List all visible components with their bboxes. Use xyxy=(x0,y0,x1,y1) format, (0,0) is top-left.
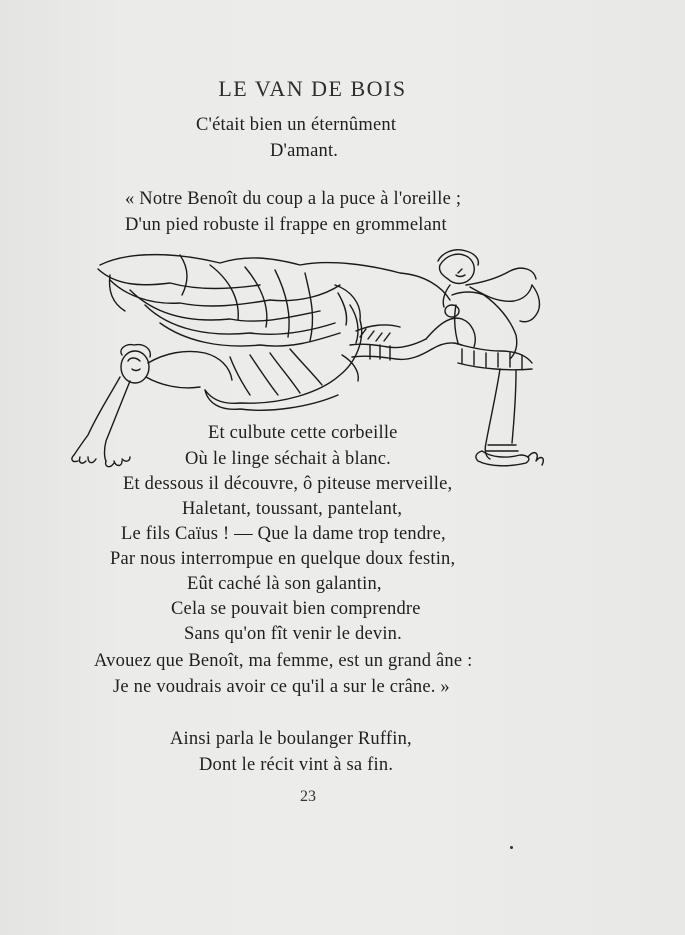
verse-line: Je ne voudrais avoir ce qu'il a sur le crâne. » xyxy=(113,677,450,697)
verse-line: Avouez que Benoît, ma femme, est un grand âne : xyxy=(94,651,473,671)
verse-line: D'un pied robuste il frappe en grommelant xyxy=(125,215,447,235)
verse-line: Et dessous il découvre, ô piteuse merveille, xyxy=(123,474,453,494)
ink-speck xyxy=(510,846,513,849)
verse-line: Et culbute cette corbeille xyxy=(208,423,398,443)
verse-line: Sans qu'on fît venir le devin. xyxy=(184,624,402,644)
verse-line: « Notre Benoît du coup a la puce à l'oreille ; xyxy=(125,189,462,209)
verse-line: Haletant, toussant, pantelant, xyxy=(182,499,403,519)
verse-line: Dont le récit vint à sa fin. xyxy=(199,755,394,775)
verse-line: Le fils Caïus ! — Que la dame trop tendre, xyxy=(121,524,446,544)
verse-line: Où le linge séchait à blanc. xyxy=(185,449,391,469)
verse-line: C'était bien un éternûment xyxy=(196,115,397,135)
page-number: 23 xyxy=(300,788,316,805)
page-title: LE VAN DE BOIS xyxy=(218,76,407,101)
verse-line: Eût caché là son galantin, xyxy=(187,574,382,594)
verse-line: Par nous interrompue en quelque doux festin, xyxy=(110,549,456,569)
verse-line: D'amant. xyxy=(270,141,339,161)
verse-line: Ainsi parla le boulanger Ruffin, xyxy=(170,729,412,749)
verse-line: Cela se pouvait bien comprendre xyxy=(171,599,421,619)
